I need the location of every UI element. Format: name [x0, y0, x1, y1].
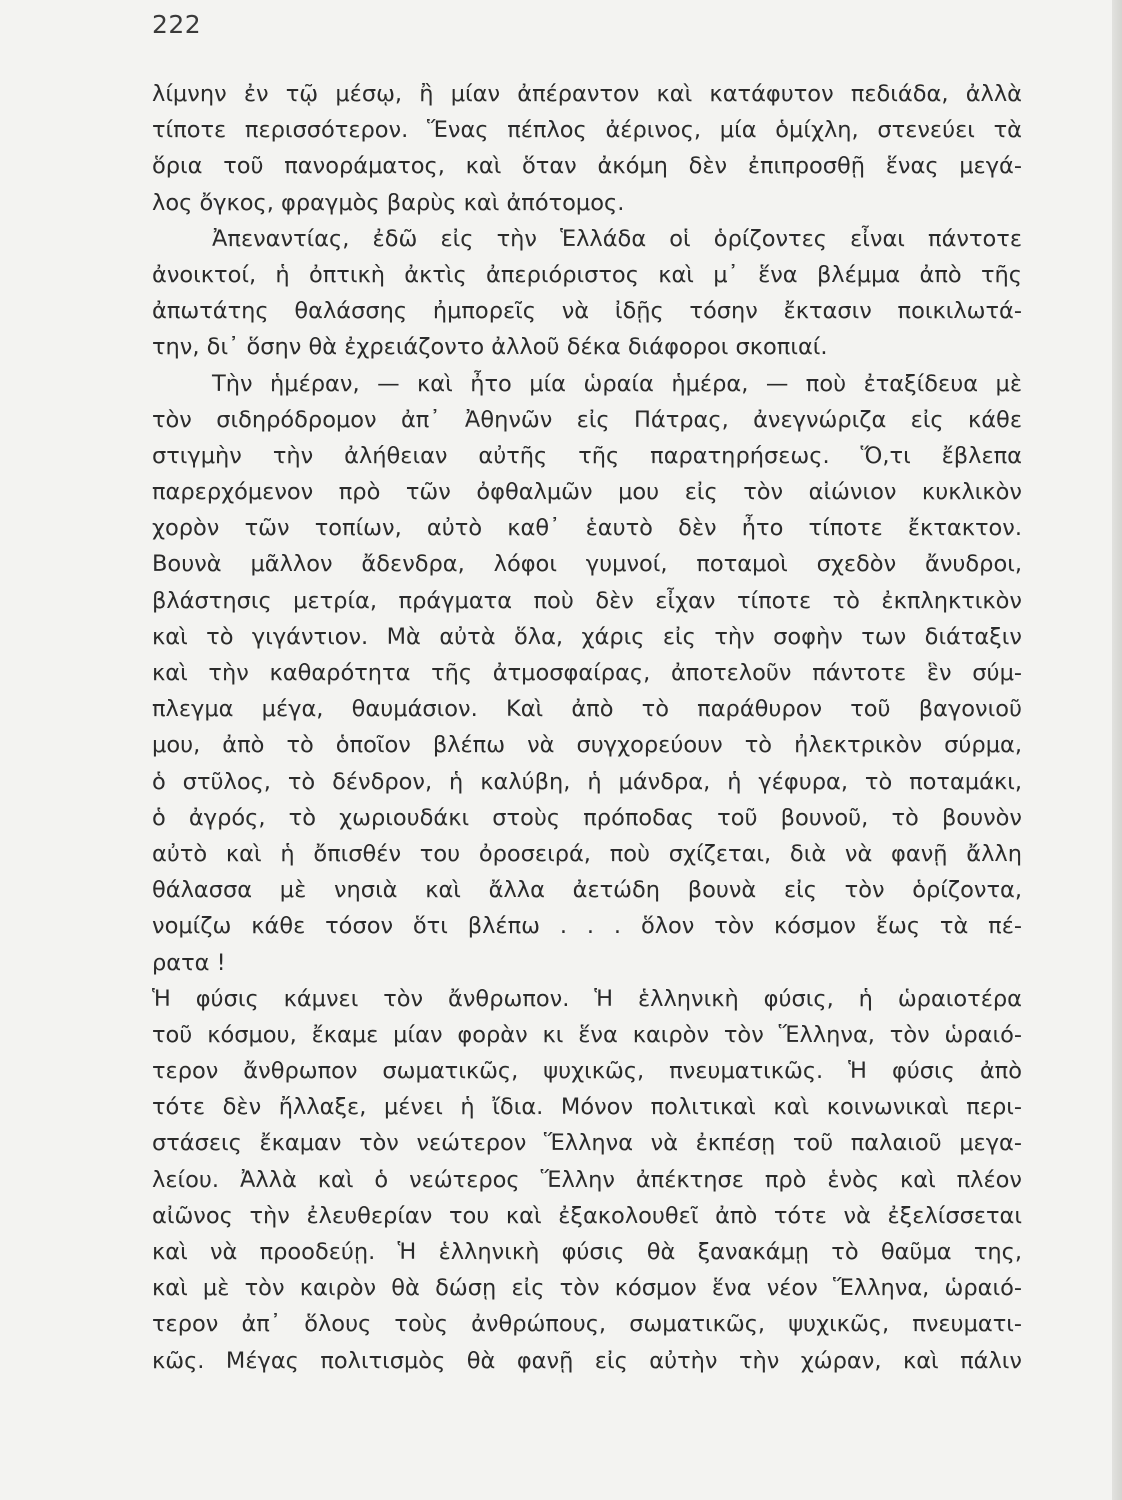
text-line: τερον ἄνθρωπον σωματικῶς, ψυχικῶς, πνευματικῶς. Ἡ φύσις ἀπὸ: [152, 1058, 1022, 1085]
paragraph-start-line: Ἀπεναντίας, ἐδῶ εἰς τὴν Ἑλλάδα οἱ ὁρίζοντες εἶναι πάντοτε: [212, 225, 1022, 252]
page-edge: [1112, 0, 1122, 1500]
text-line: αὐτὸ καὶ ἡ ὄπισθέν του ὀροσειρά, ποὺ σχίζεται, διὰ νὰ φανῇ ἄλλη: [152, 840, 1022, 867]
text-line: ρατα !: [152, 949, 226, 976]
text-line: καὶ νὰ προοδεύῃ. Ἡ ἑλληνικὴ φύσις θὰ ξανακάμῃ τὸ θαῦμα της,: [152, 1239, 1022, 1265]
text-line: χορὸν τῶν τοπίων, αὐτὸ καθ᾿ ἑαυτὸ δὲν ἦτο τίποτε ἔκτακτον.: [152, 515, 1022, 542]
text-line: βλάστησις μετρία, πράγματα ποὺ δὲν εἶχαν τίποτε τὸ ἐκπληκτικὸν: [152, 587, 1022, 614]
page-number: 222: [152, 10, 202, 39]
text-line: ὅρια τοῦ πανοράματος, καὶ ὅταν ἀκόμη δὲν ἐπιπροσθῇ ἕνας μεγά-: [152, 153, 1022, 180]
text-line: τερον ἀπ᾿ ὅλους τοὺς ἀνθρώπους, σωματικῶς, ψυχικῶς, πνευματι-: [152, 1311, 1022, 1338]
text-line: θάλασσα μὲ νησιὰ καὶ ἄλλα ἀετώδη βουνὰ εἰς τὸν ὁρίζοντα,: [152, 877, 1022, 904]
text-line: καὶ τὴν καθαρότητα τῆς ἀτμοσφαίρας, ἀποτελοῦν πάντοτε ἓν σύμ-: [152, 660, 1022, 686]
text-line: ἀνοικτοί, ἡ ὀπτικὴ ἀκτὶς ἀπεριόριστος καὶ μ᾿ ἕνα βλέμμα ἀπὸ τῆς: [152, 261, 1022, 288]
text-line: λείου. Ἀλλὰ καὶ ὁ νεώτερος Ἕλλην ἀπέκτησε πρὸ ἑνὸς καὶ πλέον: [152, 1166, 1022, 1193]
text-line: καὶ τὸ γιγάντιον. Μὰ αὐτὰ ὅλα, χάρις εἰς τὴν σοφὴν των διάταξιν: [152, 623, 1022, 650]
text-line: την, δι᾿ ὅσην θὰ ἐχρειάζοντο ἀλλοῦ δέκα διάφοροι σκοπιαί.: [152, 334, 828, 361]
paragraph-start-line: Ἡ φύσις κάμνει τὸν ἄνθρωπον. Ἡ ἑλληνικὴ φύσις, ἡ ὡραιοτέρα: [152, 985, 1022, 1012]
text-line: Βουνὰ μᾶλλον ἄδενδρα, λόφοι γυμνοί, ποταμοὶ σχεδὸν ἄνυδροι,: [152, 551, 1022, 578]
body-text: [152, 76, 1022, 1379]
paragraph-start-line: Τὴν ἡμέραν, — καὶ ἦτο μία ὡραία ἡμέρα, — ποὺ ἐταξίδευα μὲ: [212, 370, 1022, 397]
text-line: κῶς. Μέγας πολιτισμὸς θὰ φανῇ εἰς αὐτὴν τὴν χώραν, καὶ πάλιν: [152, 1347, 1022, 1374]
text-line: ὁ ἀγρός, τὸ χωριουδάκι στοὺς πρόποδας τοῦ βουνοῦ, τὸ βουνὸν: [152, 804, 1022, 831]
text-line: νομίζω κάθε τόσον ὅτι βλέπω . . . ὅλον τὸν κόσμον ἕως τὰ πέ-: [152, 913, 1022, 940]
text-line: πλεγμα μέγα, θαυμάσιον. Καὶ ἀπὸ τὸ παράθυρον τοῦ βαγονιοῦ: [152, 696, 1022, 723]
text-line: τὸν σιδηρόδρομον ἀπ᾿ Ἀθηνῶν εἰς Πάτρας, ἀνεγνώριζα εἰς κάθε: [152, 406, 1022, 433]
text-line: λος ὄγκος, φραγμὸς βαρὺς καὶ ἀπότομος.: [152, 189, 625, 216]
text-line: παρερχόμενον πρὸ τῶν ὀφθαλμῶν μου εἰς τὸν αἰώνιον κυκλικὸν: [152, 479, 1022, 506]
text-line: ὁ στῦλος, τὸ δένδρον, ἡ καλύβη, ἡ μάνδρα, ἡ γέφυρα, τὸ ποταμάκι,: [152, 768, 1022, 795]
text-line: τότε δὲν ἤλλαξε, μένει ἡ ἴδια. Μόνον πολιτικαὶ καὶ κοινωνικαὶ περι-: [152, 1094, 1022, 1121]
text-line: στάσεις ἔκαμαν τὸν νεώτερον Ἕλληνα νὰ ἐκπέσῃ τοῦ παλαιοῦ μεγα-: [152, 1130, 1022, 1157]
text-line: αἰῶνος τὴν ἐλευθερίαν του καὶ ἐξακολουθεῖ ἀπὸ τότε νὰ ἐξελίσσεται: [152, 1202, 1022, 1229]
text-line: ἀπωτάτης θαλάσσης ἠμπορεῖς νὰ ἰδῇς τόσην ἔκτασιν ποικιλωτά-: [152, 298, 1022, 325]
text-line: στιγμὴν τὴν ἀλήθειαν αὐτῆς τῆς παρατηρήσεως. Ὅ,τι ἔβλεπα: [152, 442, 1022, 469]
text-line: μου, ἀπὸ τὸ ὁποῖον βλέπω νὰ συγχορεύουν τὸ ἠλεκτρικὸν σύρμα,: [152, 732, 1022, 759]
text-line: καὶ μὲ τὸν καιρὸν θὰ δώσῃ εἰς τὸν κόσμον ἕνα νέον Ἕλληνα, ὡραιό-: [152, 1275, 1022, 1302]
text-line: λίμνην ἐν τῷ μέσῳ, ἢ μίαν ἀπέραντον καὶ κατάφυτον πεδιάδα, ἀλλὰ: [152, 81, 1022, 107]
text-line: τοῦ κόσμου, ἔκαμε μίαν φορὰν κι ἕνα καιρὸν τὸν Ἕλληνα, τὸν ὡραιό-: [152, 1021, 1022, 1048]
text-line: τίποτε περισσότερον. Ἕνας πέπλος ἀέρινος, μία ὁμίχλη, στενεύει τὰ: [152, 117, 1022, 144]
